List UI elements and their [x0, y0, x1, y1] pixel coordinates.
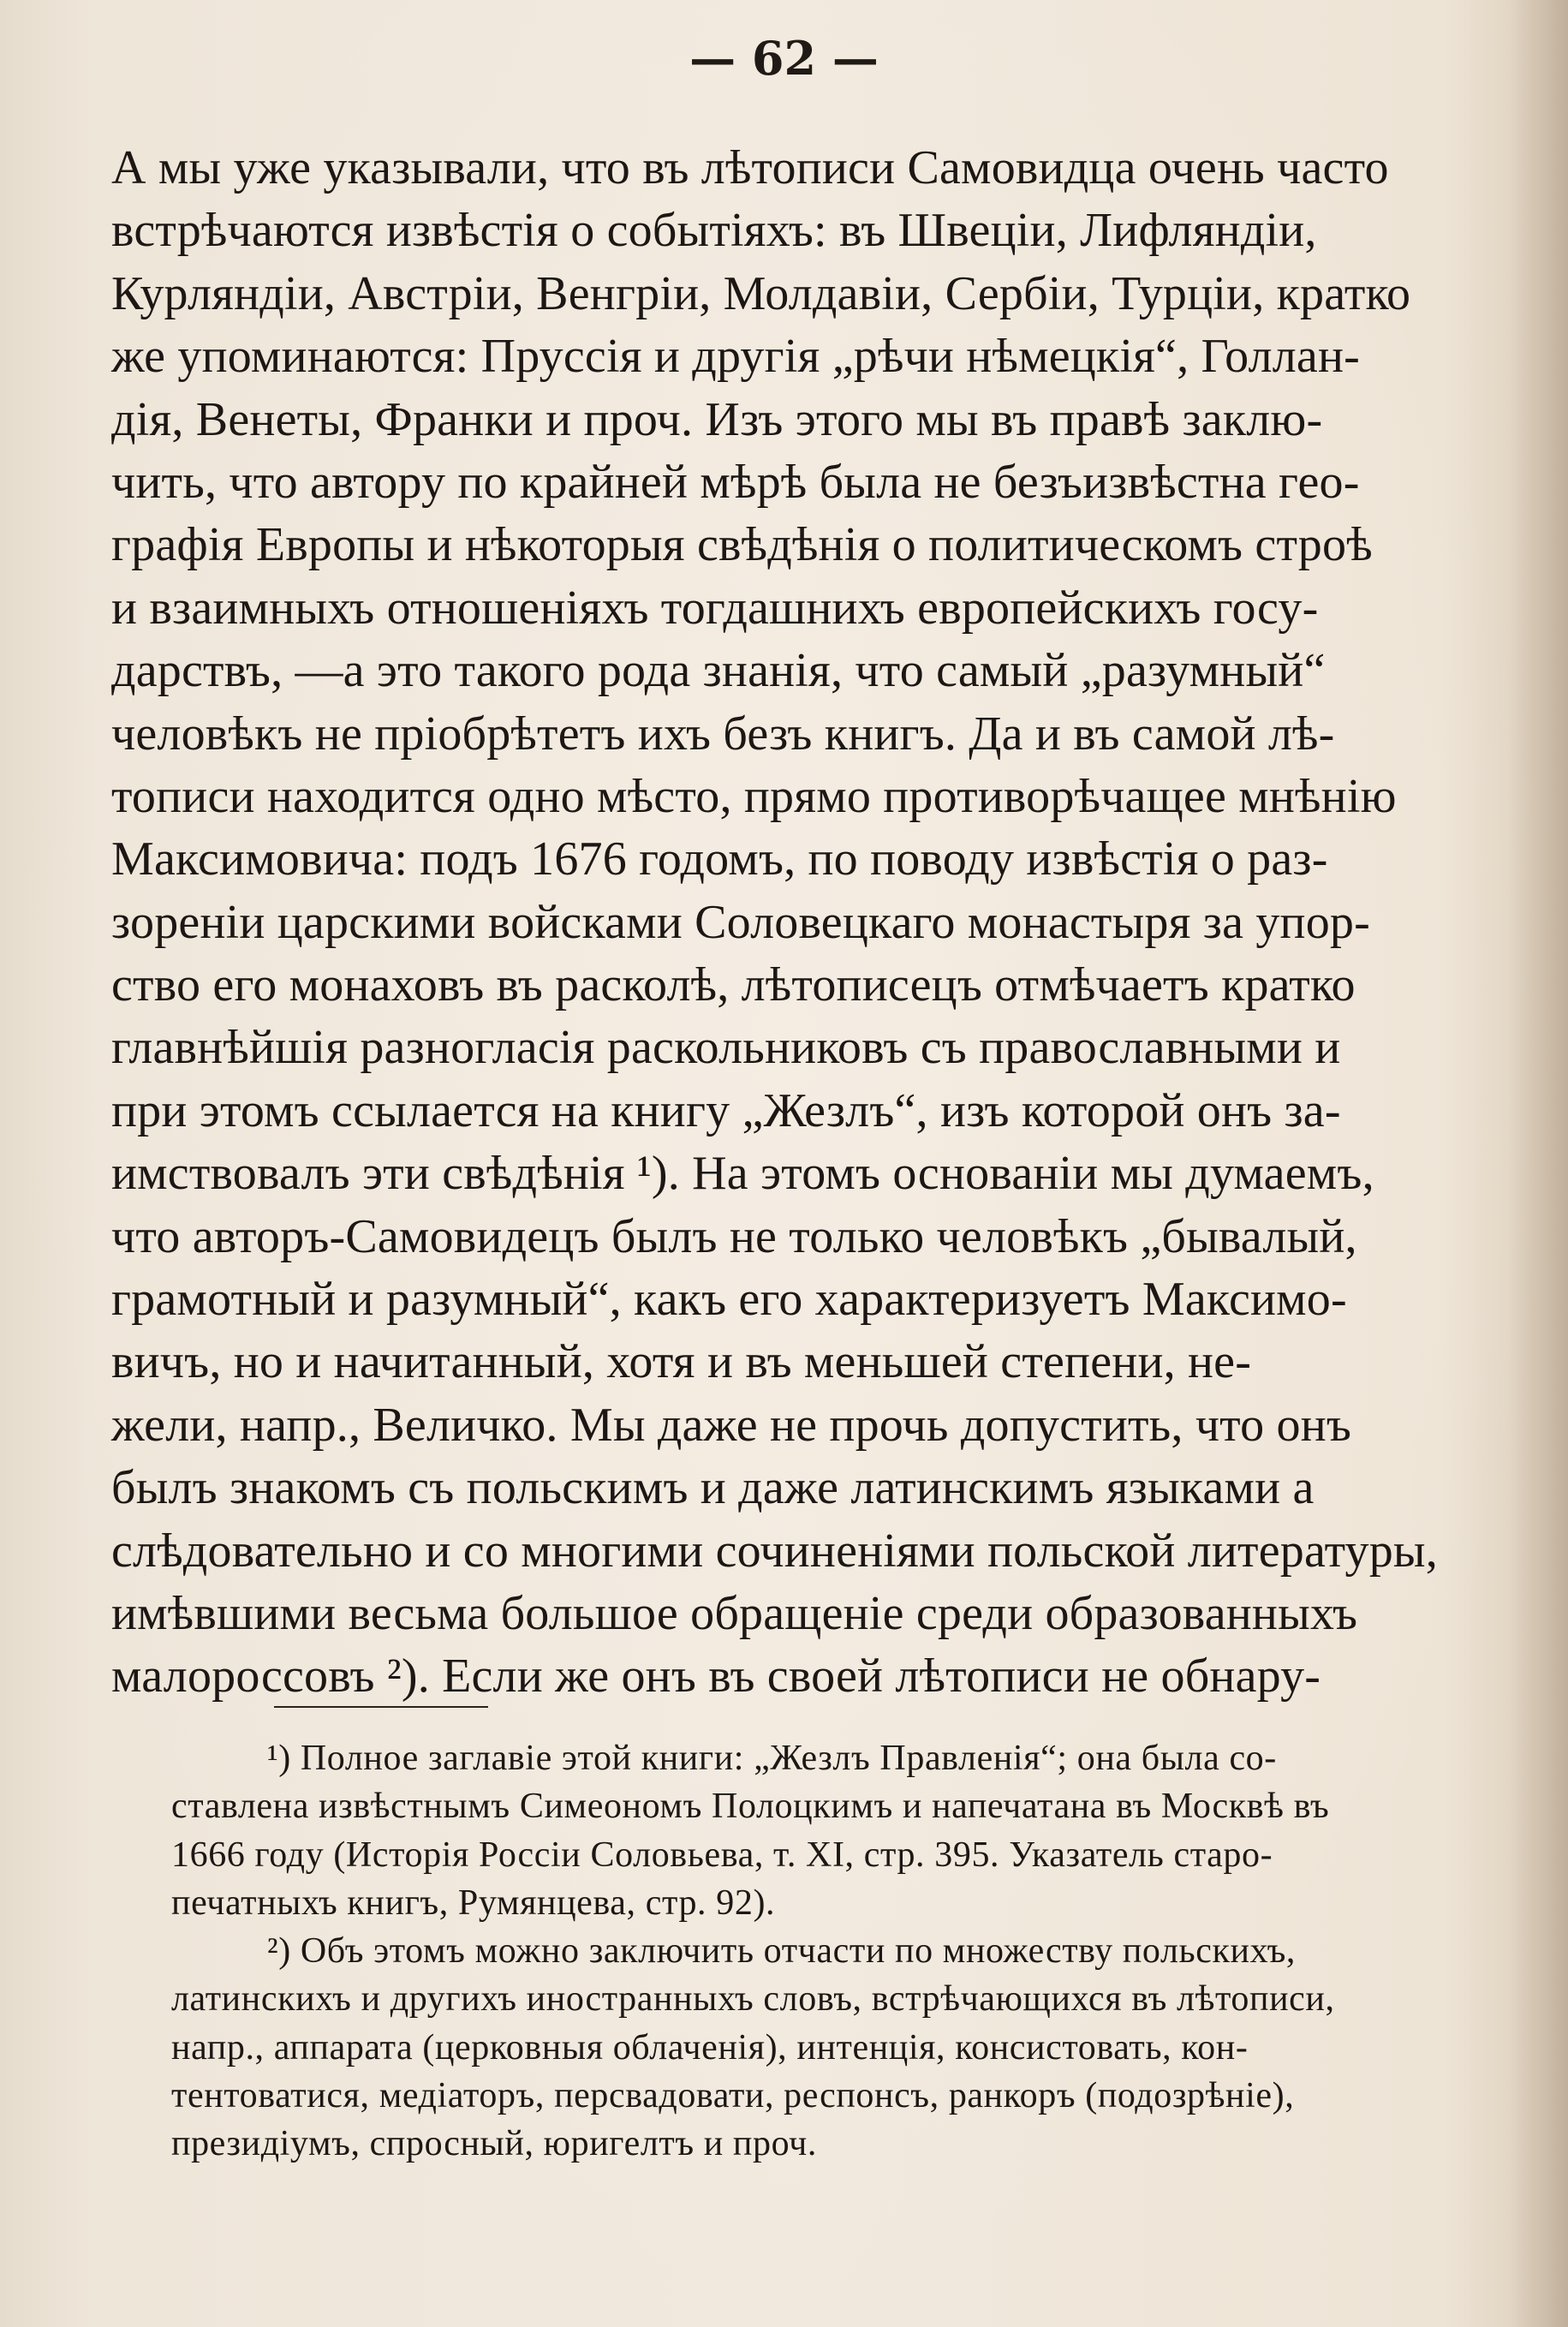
text-line: что авторъ-Самовидецъ былъ не только человѣкъ „бывалый,	[111, 1209, 1357, 1263]
text-line: встрѣчаются извѣстія о событіяхъ: въ Швеціи, Лифляндіи,	[111, 204, 1317, 258]
text-line: человѣкъ не пріобрѣтетъ ихъ безъ книгъ. Да и въ самой лѣ-	[111, 707, 1335, 761]
footnotes	[171, 1734, 1516, 2169]
footnote-separator	[274, 1706, 488, 1708]
footnote-2-line: ²) Объ этомъ можно заключить отчасти по множеству польскихъ,	[267, 1931, 1297, 1972]
text-line: А мы уже указывали, что въ лѣтописи Самовидца очень часто	[111, 141, 1389, 194]
footnote-2-line: латинскихъ и другихъ иностранныхъ словъ, встрѣчающихся въ лѣтописи,	[171, 1979, 1335, 2020]
footnote-2-line: напр., аппарата (церковныя облаченія), интенція, консистовать, кон-	[171, 2027, 1249, 2067]
footnote-1-line: ¹) Полное заглавіе этой книги: „Жезлъ Правленія“; она была со-	[267, 1739, 1277, 1778]
text-line: имѣвшими весьма большое обращеніе среди образованныхъ	[111, 1586, 1358, 1640]
text-line: зореніи царскими войсками Соловецкаго монастыря за упор-	[111, 895, 1370, 949]
text-line: дарствъ, —а это такого рода знанія, что самый „разумный“	[111, 644, 1326, 698]
text-line: и взаимныхъ отношеніяхъ тогдашнихъ европейскихъ госу-	[111, 581, 1319, 635]
text-line: дія, Венеты, Франки и проч. Изъ этого мы въ правѣ заклю-	[111, 392, 1323, 446]
main-text	[111, 137, 1516, 1709]
text-line: жели, напр., Величко. Мы даже не прочь допустить, что онъ	[111, 1398, 1352, 1452]
text-line: вичъ, но и начитанный, хотя и въ меньшей степени, не-	[111, 1335, 1252, 1389]
text-line: грамотный и разумный“, какъ его характеризуетъ Максимо-	[111, 1273, 1347, 1327]
text-line: главнѣйшія разногласія раскольниковъ съ православными и	[111, 1021, 1341, 1075]
text-line: Максимовича: подъ 1676 годомъ, по поводу извѣстія о раз-	[111, 832, 1328, 886]
text-line: при этомъ ссылается на книгу „Жезлъ“, изъ которой онъ за-	[111, 1083, 1341, 1137]
footnote-2-line: тентоватися, медіаторъ, персвадовати, респонсъ, ранкоръ (подозрѣніе),	[171, 2076, 1295, 2116]
footnote-1-line: ставлена извѣстнымъ Симеономъ Полоцкимъ и напечатана въ Москвѣ въ	[171, 1787, 1330, 1827]
page-number: — 62 —	[689, 31, 879, 86]
text-line: малороссовъ ²). Если же онъ въ своей лѣтописи не обнару-	[111, 1650, 1321, 1703]
text-line: Курляндіи, Австріи, Венгріи, Молдавіи, Сербіи, Турціи, кратко	[111, 266, 1411, 320]
text-line: тописи находится одно мѣсто, прямо противорѣчащее мнѣнію	[111, 769, 1397, 823]
text-line: ство его монаховъ въ расколѣ, лѣтописецъ отмѣчаетъ кратко	[111, 958, 1356, 1012]
footnote-1-line: 1666 году (Исторія Россіи Соловьева, т. XI, стр. 395. Указатель старо-	[171, 1835, 1273, 1875]
text-line: чить, что автору по крайней мѣрѣ была не безъизвѣстна гео-	[111, 455, 1360, 509]
text-line: имствовалъ эти свѣдѣнія ¹). На этомъ основаніи мы думаемъ,	[111, 1147, 1374, 1201]
footnote-2-line: президіумъ, спросный, юригелтъ и проч.	[171, 2124, 817, 2164]
text-line: былъ знакомъ съ польскимъ и даже латинскимъ языками а	[111, 1461, 1315, 1515]
text-line: графія Европы и нѣкоторыя свѣдѣнія о политическомъ строѣ	[111, 518, 1373, 572]
text-line: же упоминаются: Пруссія и другія „рѣчи нѣмецкія“, Голлан-	[111, 330, 1360, 384]
text-line: слѣдовательно и со многими сочиненіями польской литературы,	[111, 1524, 1438, 1578]
footnote-1-line: печатныхъ книгъ, Румянцева, стр. 92).	[171, 1882, 776, 1923]
